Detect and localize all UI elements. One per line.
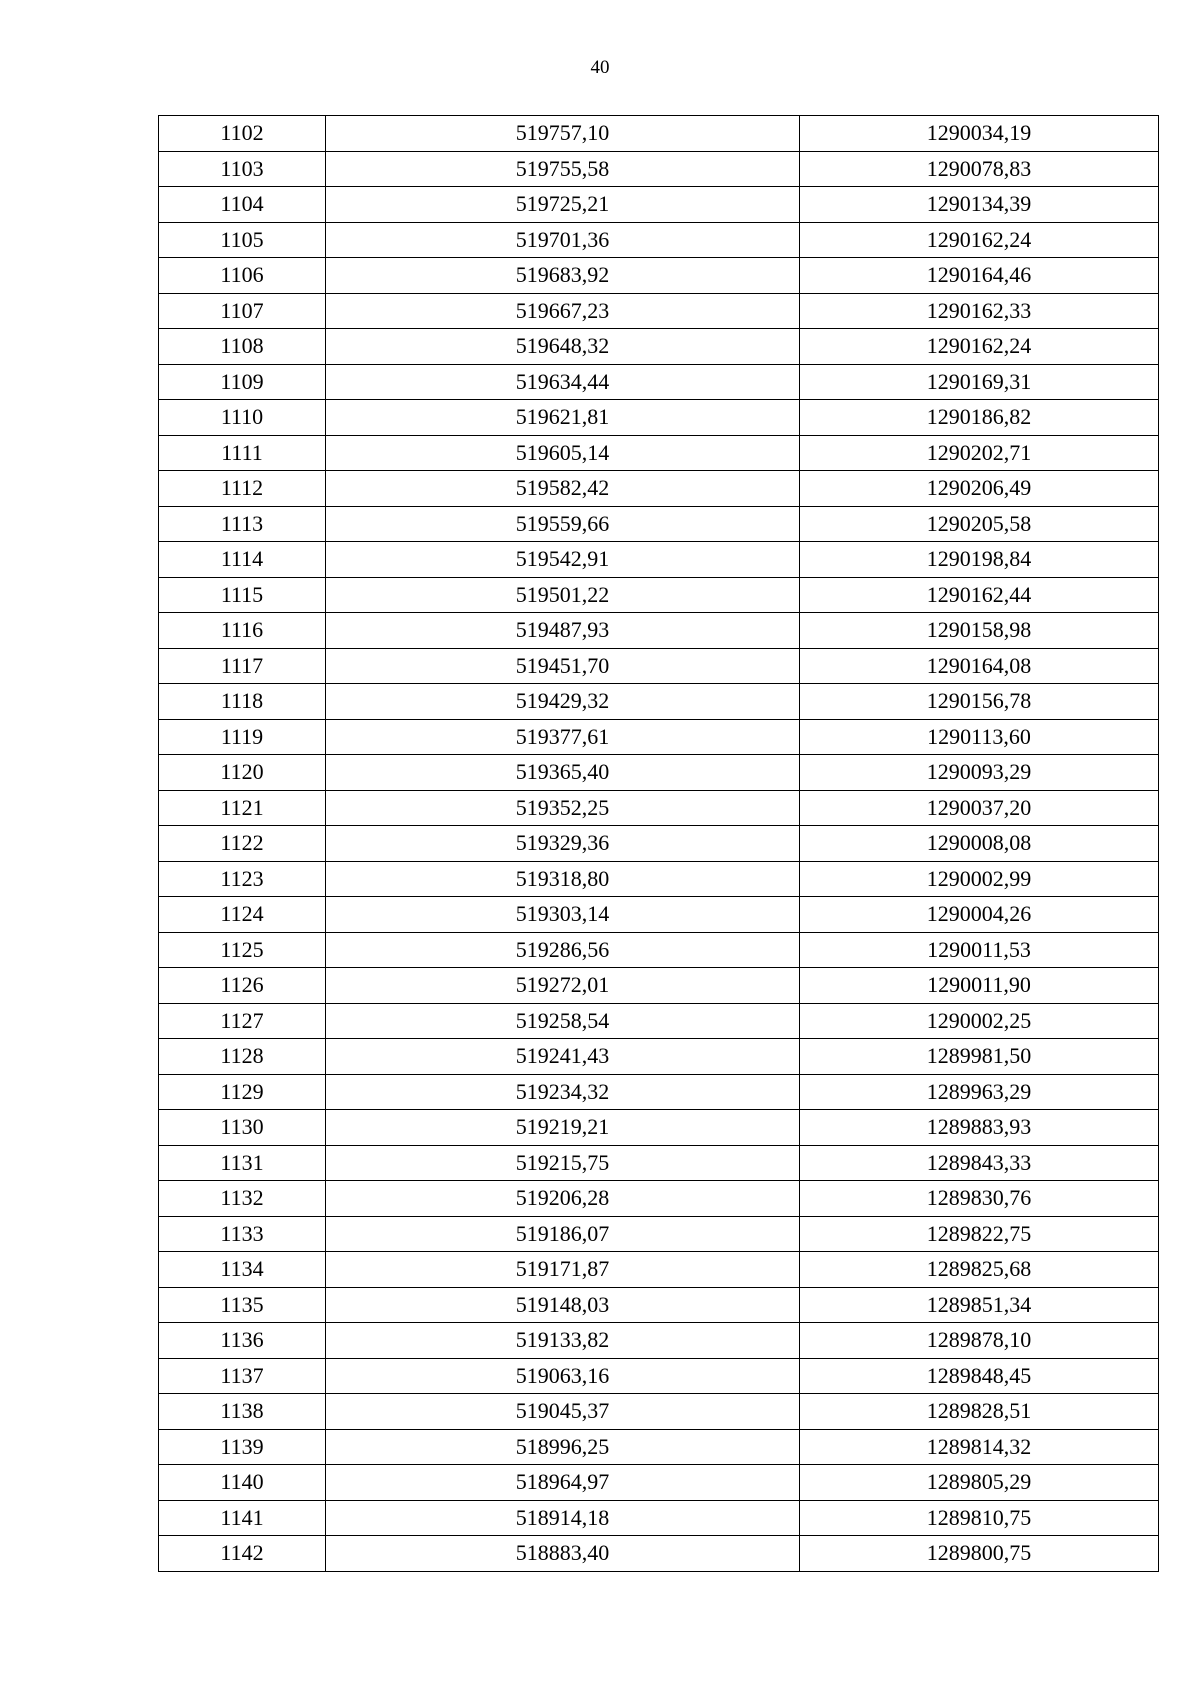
y-coordinate-cell: 1290002,99 (800, 861, 1159, 897)
point-number-cell: 1113 (159, 506, 326, 542)
table-row (159, 968, 1159, 1004)
x-coordinate-cell: 519241,43 (326, 1039, 800, 1075)
point-number-cell: 1132 (159, 1181, 326, 1217)
x-coordinate-cell: 519329,36 (326, 826, 800, 862)
point-number-cell: 1133 (159, 1216, 326, 1252)
point-number-cell: 1127 (159, 1003, 326, 1039)
table-row (159, 400, 1159, 436)
table-row (159, 1465, 1159, 1501)
table-row (159, 187, 1159, 223)
table-row (159, 1216, 1159, 1252)
point-number-cell: 1136 (159, 1323, 326, 1359)
y-coordinate-cell: 1290162,33 (800, 293, 1159, 329)
y-coordinate-cell: 1290002,25 (800, 1003, 1159, 1039)
y-coordinate-cell: 1290011,53 (800, 932, 1159, 968)
point-number-cell: 1106 (159, 258, 326, 294)
table-row (159, 1429, 1159, 1465)
point-number-cell: 1126 (159, 968, 326, 1004)
point-number-cell: 1128 (159, 1039, 326, 1075)
point-number-cell: 1117 (159, 648, 326, 684)
table-row (159, 1394, 1159, 1430)
point-number-cell: 1109 (159, 364, 326, 400)
point-number-cell: 1123 (159, 861, 326, 897)
x-coordinate-cell: 519219,21 (326, 1110, 800, 1146)
x-coordinate-cell: 519582,42 (326, 471, 800, 507)
table-row (159, 648, 1159, 684)
table-row (159, 1287, 1159, 1323)
table-row (159, 577, 1159, 613)
table-row (159, 506, 1159, 542)
point-number-cell: 1130 (159, 1110, 326, 1146)
table-row (159, 471, 1159, 507)
table-row (159, 1358, 1159, 1394)
y-coordinate-cell: 1290202,71 (800, 435, 1159, 471)
point-number-cell: 1116 (159, 613, 326, 649)
y-coordinate-cell: 1290205,58 (800, 506, 1159, 542)
y-coordinate-cell: 1289830,76 (800, 1181, 1159, 1217)
point-number-cell: 1105 (159, 222, 326, 258)
y-coordinate-cell: 1289848,45 (800, 1358, 1159, 1394)
y-coordinate-cell: 1289805,29 (800, 1465, 1159, 1501)
x-coordinate-cell: 519683,92 (326, 258, 800, 294)
y-coordinate-cell: 1289878,10 (800, 1323, 1159, 1359)
x-coordinate-cell: 519186,07 (326, 1216, 800, 1252)
x-coordinate-cell: 519429,32 (326, 684, 800, 720)
x-coordinate-cell: 519272,01 (326, 968, 800, 1004)
table-row (159, 719, 1159, 755)
point-number-cell: 1112 (159, 471, 326, 507)
y-coordinate-cell: 1289981,50 (800, 1039, 1159, 1075)
x-coordinate-cell: 519045,37 (326, 1394, 800, 1430)
x-coordinate-cell: 518964,97 (326, 1465, 800, 1501)
y-coordinate-cell: 1290134,39 (800, 187, 1159, 223)
y-coordinate-cell: 1289963,29 (800, 1074, 1159, 1110)
coordinates-table-body (159, 116, 1159, 1572)
y-coordinate-cell: 1290162,24 (800, 329, 1159, 365)
table-row (159, 329, 1159, 365)
table-row (159, 897, 1159, 933)
x-coordinate-cell: 519605,14 (326, 435, 800, 471)
table-row (159, 222, 1159, 258)
table-row (159, 1252, 1159, 1288)
table-row (159, 790, 1159, 826)
point-number-cell: 1129 (159, 1074, 326, 1110)
table-row (159, 932, 1159, 968)
table-row (159, 684, 1159, 720)
point-number-cell: 1107 (159, 293, 326, 329)
y-coordinate-cell: 1290093,29 (800, 755, 1159, 791)
x-coordinate-cell: 519755,58 (326, 151, 800, 187)
x-coordinate-cell: 519701,36 (326, 222, 800, 258)
point-number-cell: 1141 (159, 1500, 326, 1536)
point-number-cell: 1102 (159, 116, 326, 152)
x-coordinate-cell: 518996,25 (326, 1429, 800, 1465)
table-row (159, 1039, 1159, 1075)
y-coordinate-cell: 1290004,26 (800, 897, 1159, 933)
y-coordinate-cell: 1289828,51 (800, 1394, 1159, 1430)
x-coordinate-cell: 519352,25 (326, 790, 800, 826)
y-coordinate-cell: 1290169,31 (800, 364, 1159, 400)
table-row (159, 435, 1159, 471)
page-number: 40 (590, 57, 610, 78)
table-row (159, 1536, 1159, 1572)
point-number-cell: 1119 (159, 719, 326, 755)
point-number-cell: 1131 (159, 1145, 326, 1181)
y-coordinate-cell: 1290156,78 (800, 684, 1159, 720)
x-coordinate-cell: 519757,10 (326, 116, 800, 152)
point-number-cell: 1124 (159, 897, 326, 933)
x-coordinate-cell: 519667,23 (326, 293, 800, 329)
table-row (159, 1323, 1159, 1359)
point-number-cell: 1120 (159, 755, 326, 791)
table-row (159, 151, 1159, 187)
y-coordinate-cell: 1290164,08 (800, 648, 1159, 684)
y-coordinate-cell: 1290198,84 (800, 542, 1159, 578)
table-row (159, 1074, 1159, 1110)
y-coordinate-cell: 1290206,49 (800, 471, 1159, 507)
y-coordinate-cell: 1289883,93 (800, 1110, 1159, 1146)
point-number-cell: 1115 (159, 577, 326, 613)
x-coordinate-cell: 519258,54 (326, 1003, 800, 1039)
y-coordinate-cell: 1290158,98 (800, 613, 1159, 649)
table-row (159, 258, 1159, 294)
point-number-cell: 1135 (159, 1287, 326, 1323)
x-coordinate-cell: 519621,81 (326, 400, 800, 436)
table-row (159, 1145, 1159, 1181)
x-coordinate-cell: 519542,91 (326, 542, 800, 578)
point-number-cell: 1104 (159, 187, 326, 223)
table-row (159, 116, 1159, 152)
table-row (159, 1003, 1159, 1039)
x-coordinate-cell: 519725,21 (326, 187, 800, 223)
table-row (159, 861, 1159, 897)
x-coordinate-cell: 519559,66 (326, 506, 800, 542)
x-coordinate-cell: 519451,70 (326, 648, 800, 684)
point-number-cell: 1140 (159, 1465, 326, 1501)
table-row (159, 364, 1159, 400)
y-coordinate-cell: 1289851,34 (800, 1287, 1159, 1323)
table-row (159, 1110, 1159, 1146)
y-coordinate-cell: 1289814,32 (800, 1429, 1159, 1465)
y-coordinate-cell: 1290078,83 (800, 151, 1159, 187)
x-coordinate-cell: 519063,16 (326, 1358, 800, 1394)
table-row (159, 755, 1159, 791)
table-row (159, 1181, 1159, 1217)
point-number-cell: 1134 (159, 1252, 326, 1288)
y-coordinate-cell: 1290011,90 (800, 968, 1159, 1004)
x-coordinate-cell: 518914,18 (326, 1500, 800, 1536)
y-coordinate-cell: 1290162,24 (800, 222, 1159, 258)
x-coordinate-cell: 519318,80 (326, 861, 800, 897)
x-coordinate-cell: 519303,14 (326, 897, 800, 933)
point-number-cell: 1122 (159, 826, 326, 862)
y-coordinate-cell: 1290186,82 (800, 400, 1159, 436)
y-coordinate-cell: 1289825,68 (800, 1252, 1159, 1288)
table-row (159, 542, 1159, 578)
y-coordinate-cell: 1290034,19 (800, 116, 1159, 152)
y-coordinate-cell: 1290008,08 (800, 826, 1159, 862)
point-number-cell: 1118 (159, 684, 326, 720)
point-number-cell: 1110 (159, 400, 326, 436)
table-row (159, 826, 1159, 862)
point-number-cell: 1111 (159, 435, 326, 471)
x-coordinate-cell: 519377,61 (326, 719, 800, 755)
table-row (159, 1500, 1159, 1536)
point-number-cell: 1108 (159, 329, 326, 365)
x-coordinate-cell: 519487,93 (326, 613, 800, 649)
x-coordinate-cell: 519286,56 (326, 932, 800, 968)
y-coordinate-cell: 1290113,60 (800, 719, 1159, 755)
y-coordinate-cell: 1289843,33 (800, 1145, 1159, 1181)
x-coordinate-cell: 519206,28 (326, 1181, 800, 1217)
x-coordinate-cell: 518883,40 (326, 1536, 800, 1572)
x-coordinate-cell: 519365,40 (326, 755, 800, 791)
x-coordinate-cell: 519634,44 (326, 364, 800, 400)
x-coordinate-cell: 519148,03 (326, 1287, 800, 1323)
y-coordinate-cell: 1290164,46 (800, 258, 1159, 294)
x-coordinate-cell: 519501,22 (326, 577, 800, 613)
y-coordinate-cell: 1290162,44 (800, 577, 1159, 613)
y-coordinate-cell: 1289800,75 (800, 1536, 1159, 1572)
point-number-cell: 1142 (159, 1536, 326, 1572)
x-coordinate-cell: 519215,75 (326, 1145, 800, 1181)
point-number-cell: 1121 (159, 790, 326, 826)
point-number-cell: 1103 (159, 151, 326, 187)
point-number-cell: 1137 (159, 1358, 326, 1394)
x-coordinate-cell: 519133,82 (326, 1323, 800, 1359)
point-number-cell: 1139 (159, 1429, 326, 1465)
x-coordinate-cell: 519648,32 (326, 329, 800, 365)
x-coordinate-cell: 519234,32 (326, 1074, 800, 1110)
point-number-cell: 1114 (159, 542, 326, 578)
coordinates-table (158, 115, 1159, 1572)
table-row (159, 293, 1159, 329)
x-coordinate-cell: 519171,87 (326, 1252, 800, 1288)
y-coordinate-cell: 1289822,75 (800, 1216, 1159, 1252)
y-coordinate-cell: 1289810,75 (800, 1500, 1159, 1536)
point-number-cell: 1125 (159, 932, 326, 968)
point-number-cell: 1138 (159, 1394, 326, 1430)
table-row (159, 613, 1159, 649)
y-coordinate-cell: 1290037,20 (800, 790, 1159, 826)
